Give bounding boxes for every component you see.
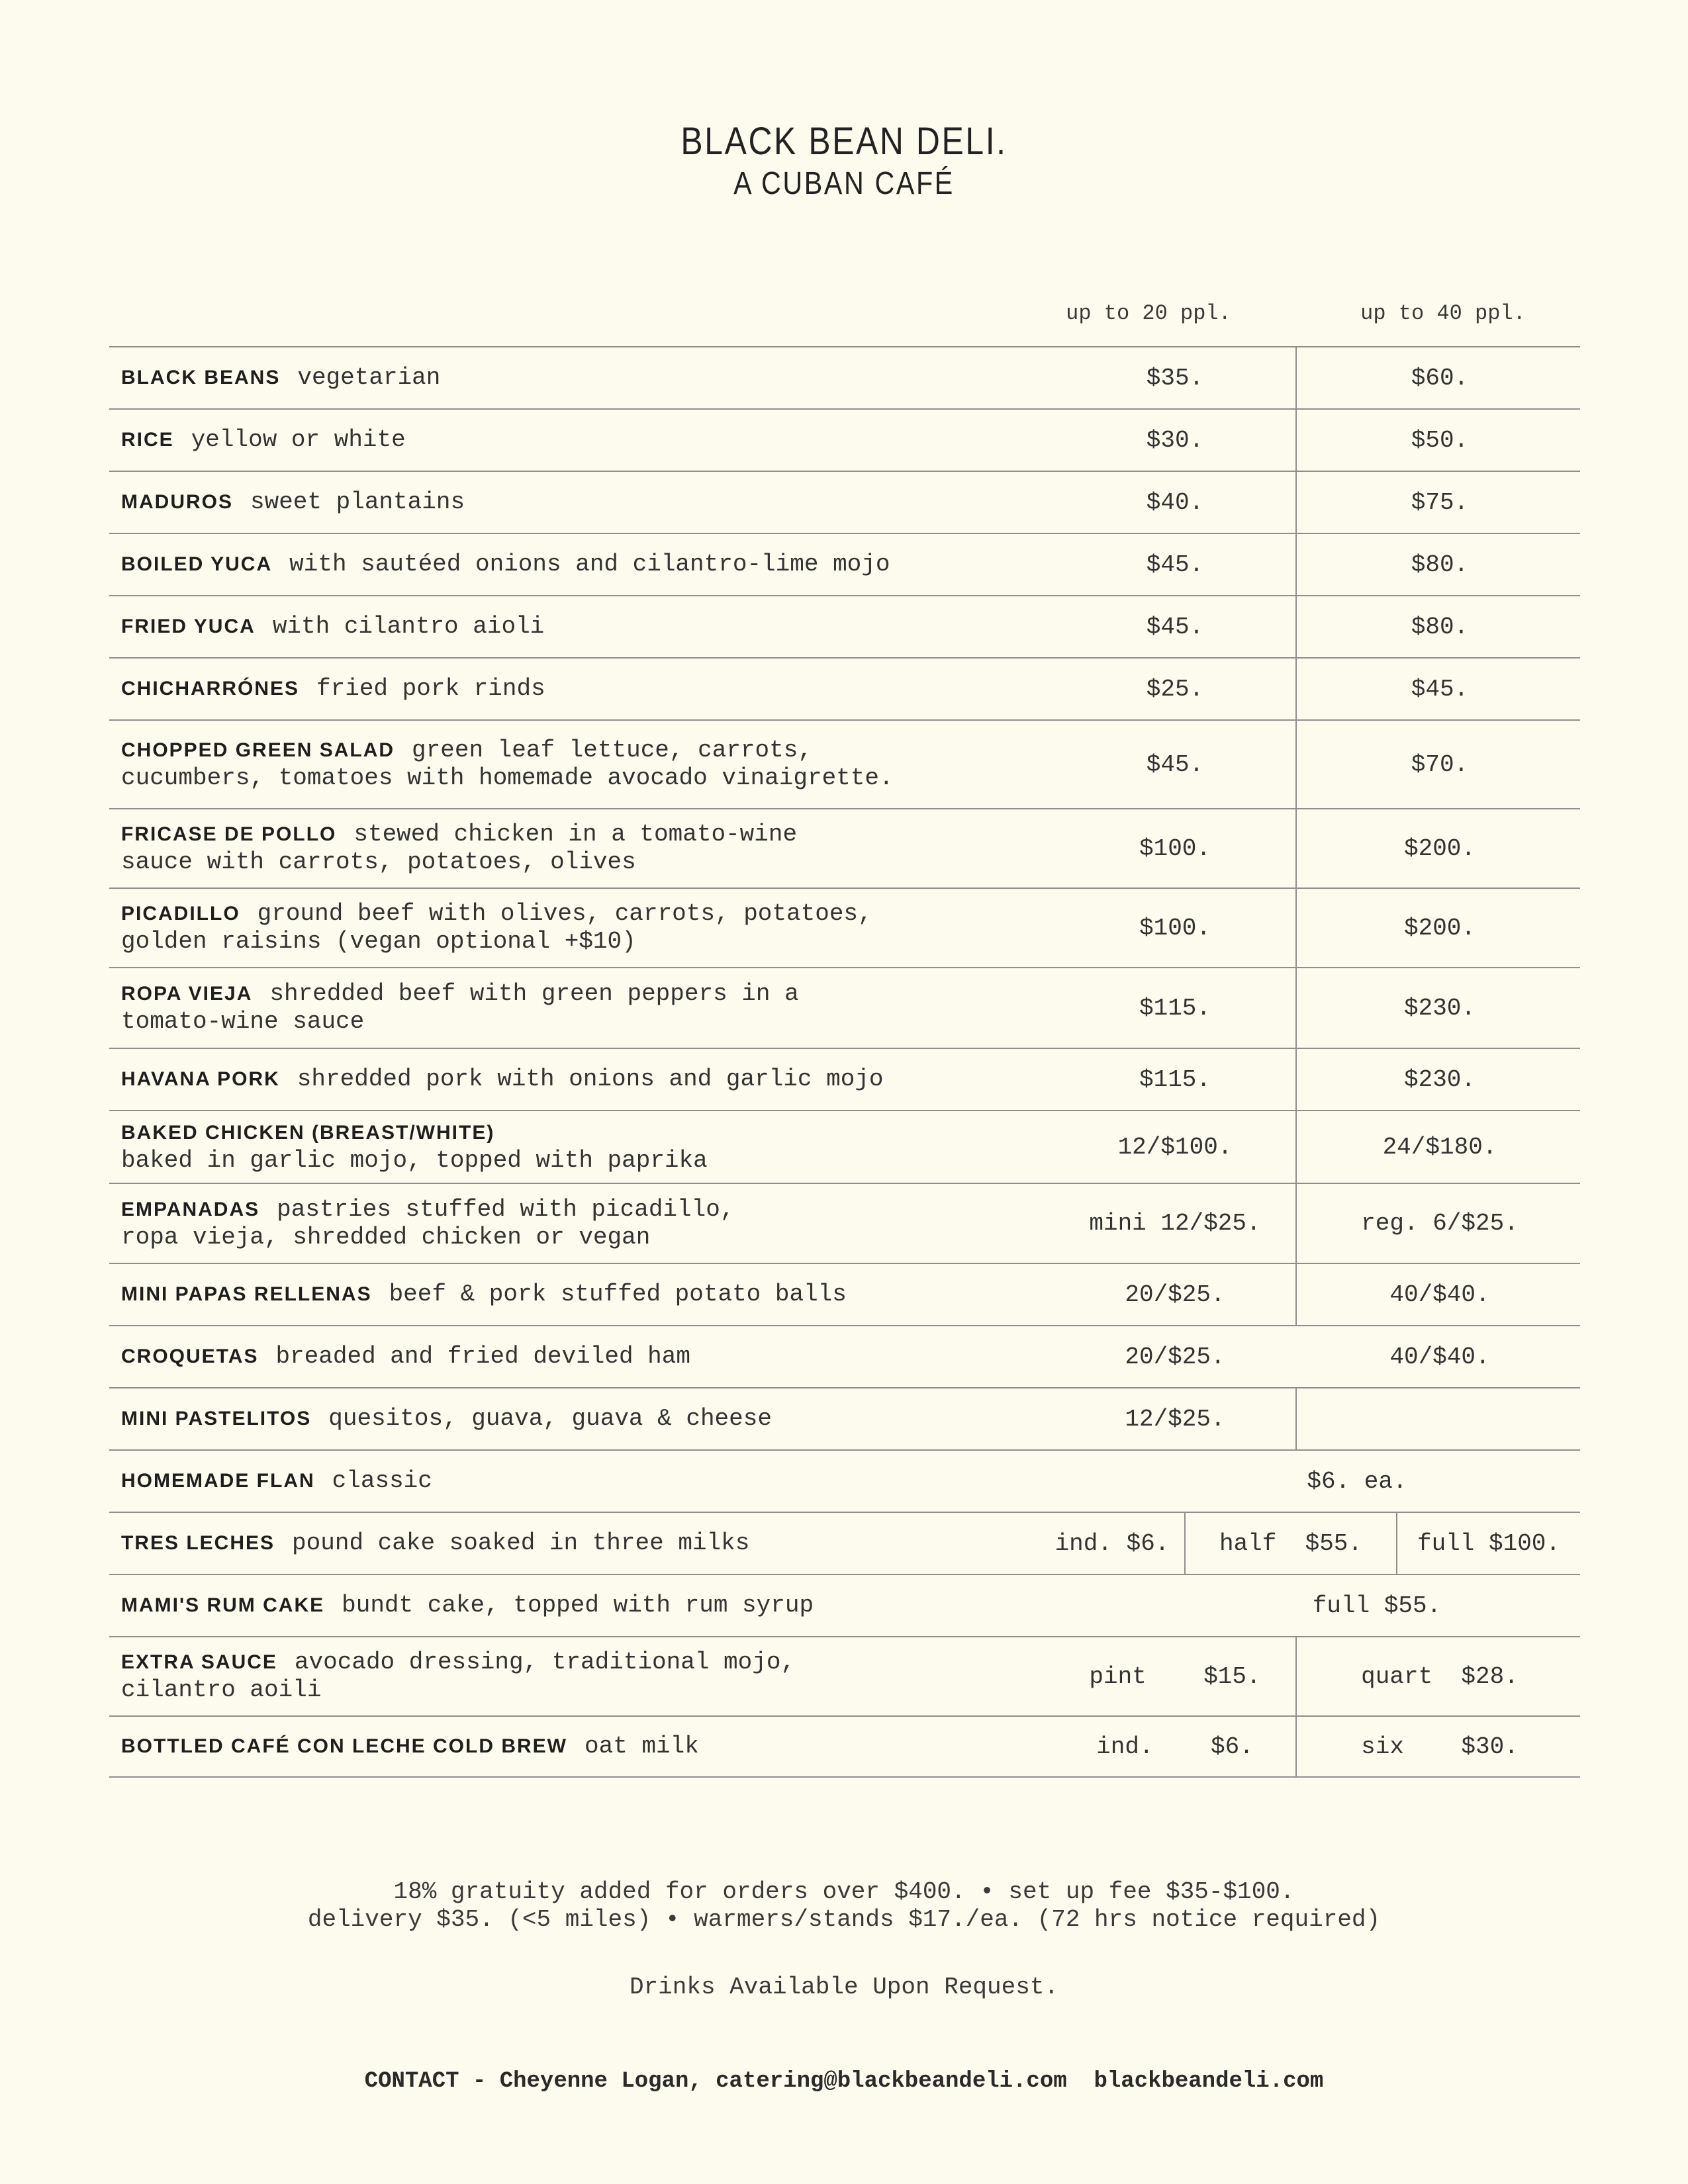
item-name: FRICASE DE POLLO <box>121 823 337 845</box>
item-desc: pastries stuffed with picadillo, <box>277 1195 735 1223</box>
menu-row <box>109 408 1580 471</box>
price-large <box>1321 1388 1559 1449</box>
item-desc: fried pork rinds <box>316 675 545 702</box>
menu-row <box>109 657 1580 719</box>
price-small: $25. <box>1146 675 1204 703</box>
price-large: $75. <box>1411 488 1469 516</box>
price-six: six $30. <box>1361 1733 1519 1760</box>
item-name: TRES LECHES <box>121 1532 275 1554</box>
menu-row <box>109 533 1580 595</box>
menu-row <box>109 1574 1580 1636</box>
item-name: HOMEMADE FLAN <box>121 1470 315 1492</box>
item-desc: breaded and fried deviled ham <box>275 1343 690 1370</box>
footer-contact: CONTACT - Cheyenne Logan, catering@blackbeandeli.com blackbeandeli.com <box>364 2069 1324 2094</box>
item-desc: sweet plantains <box>250 488 465 516</box>
item-desc: yellow or white <box>191 426 406 453</box>
price-small: $100. <box>1139 835 1211 862</box>
item-name: EMPANADAS <box>121 1198 260 1220</box>
price-small: $45. <box>1146 613 1204 641</box>
menu-row <box>109 1263 1580 1325</box>
menu-row <box>109 471 1580 533</box>
item-name: PICADILLO <box>121 903 240 925</box>
item-desc: stewed chicken in a tomato-wine <box>353 821 798 848</box>
price-large: $50. <box>1411 426 1469 454</box>
price-each: $6. ea. <box>1307 1467 1407 1495</box>
item-desc: pound cake soaked in three milks <box>292 1529 750 1557</box>
item-name: BLACK BEANS <box>121 367 281 388</box>
item-desc: vegetarian <box>297 364 441 391</box>
price-large: $200. <box>1403 914 1476 942</box>
column-header-small: up to 20 ppl. <box>1066 301 1231 326</box>
item-name: RICE <box>121 429 174 451</box>
price-large: 40/$40. <box>1389 1343 1490 1371</box>
price-large: $80. <box>1411 613 1469 641</box>
price-half: half $55. <box>1219 1529 1363 1557</box>
item-name: BOILED YUCA <box>121 553 273 575</box>
menu-row <box>109 346 1580 408</box>
menu-row <box>109 887 1580 967</box>
price-large: reg. 6/$25. <box>1361 1210 1519 1237</box>
price-small: $30. <box>1146 426 1204 454</box>
price-small: mini 12/$25. <box>1089 1210 1261 1237</box>
item-desc: with sautéed onions and cilantro-lime mojo <box>289 551 890 578</box>
item-desc: bundt cake, topped with rum syrup <box>342 1592 814 1619</box>
price-full: full $55. <box>1312 1592 1442 1619</box>
column-header-large: up to 40 ppl. <box>1360 301 1526 326</box>
price-small: 20/$25. <box>1125 1343 1225 1371</box>
item-desc: ground beef with olives, carrots, potatoes, <box>257 900 872 927</box>
item-desc-line2: baked in garlic mojo, topped with paprika <box>121 1147 708 1174</box>
price-small: $115. <box>1139 1066 1211 1093</box>
price-small: 12/$25. <box>1125 1405 1225 1433</box>
item-desc: classic <box>332 1467 432 1494</box>
menu-row <box>109 808 1580 887</box>
price-quart: quart $28. <box>1361 1662 1519 1690</box>
item-name: CROQUETAS <box>121 1345 259 1367</box>
price-small: 12/$100. <box>1117 1133 1233 1161</box>
item-desc-line2: golden raisins (vegan optional +$10) <box>121 928 636 955</box>
item-name: BOTTLED CAFÉ CON LECHE COLD BREW <box>121 1735 567 1757</box>
price-individual: ind. $6. <box>1096 1733 1254 1760</box>
price-large: $80. <box>1411 551 1469 578</box>
item-desc: avocado dressing, traditional mojo, <box>294 1649 796 1676</box>
menu-row <box>109 1387 1580 1449</box>
footer-delivery-line: delivery $35. (<5 miles) • warmers/stands $17./ea. (72 hrs notice required) <box>307 1906 1381 1933</box>
price-large: 40/$40. <box>1389 1281 1490 1308</box>
price-large: $60. <box>1411 364 1469 392</box>
price-small: $35. <box>1146 364 1204 392</box>
item-desc-line2: ropa vieja, shredded chicken or vegan <box>121 1223 651 1251</box>
price-large: $70. <box>1411 751 1469 778</box>
item-name: BAKED CHICKEN (BREAST/WHITE) <box>121 1122 495 1144</box>
item-desc: quesitos, guava, guava & cheese <box>328 1405 772 1432</box>
item-desc: beef & pork stuffed potato balls <box>389 1281 847 1308</box>
price-large: $230. <box>1403 1066 1476 1093</box>
price-small: $45. <box>1146 551 1204 578</box>
item-name: HAVANA PORK <box>121 1068 280 1090</box>
price-small: $40. <box>1146 488 1204 516</box>
price-full: full $100. <box>1417 1529 1561 1557</box>
item-desc-line2: cilantro aoili <box>121 1676 322 1704</box>
item-name: MAMI'S RUM CAKE <box>121 1594 325 1616</box>
menu-row <box>109 1636 1580 1715</box>
item-name: CHOPPED GREEN SALAD <box>121 739 395 761</box>
menu-row <box>109 1183 1580 1263</box>
footer-drinks-note: Drinks Available Upon Request. <box>629 1974 1059 2001</box>
item-name: MINI PASTELITOS <box>121 1408 312 1430</box>
catering-menu-table <box>109 346 1580 1778</box>
price-large: $45. <box>1411 675 1469 703</box>
menu-row <box>109 1512 1580 1574</box>
price-large: $200. <box>1403 835 1476 862</box>
item-name: ROPA VIEJA <box>121 983 253 1005</box>
footer-fees-line: 18% gratuity added for orders over $400. • set up fee $35-$100. <box>393 1878 1295 1905</box>
menu-row <box>109 1048 1580 1110</box>
item-name: MADUROS <box>121 491 233 513</box>
price-small: $100. <box>1139 914 1211 942</box>
price-small: $45. <box>1146 751 1204 778</box>
price-large: 24/$180. <box>1382 1133 1497 1161</box>
brand-title: BLACK BEAN DELI. <box>680 120 1008 163</box>
item-desc: with cilantro aioli <box>272 613 545 640</box>
menu-row <box>109 1715 1580 1778</box>
item-name: FRIED YUCA <box>121 615 256 637</box>
item-desc-line2: tomato-wine sauce <box>121 1008 365 1035</box>
menu-row <box>109 967 1580 1048</box>
item-desc: shredded beef with green peppers in a <box>269 980 799 1007</box>
menu-row <box>109 719 1580 808</box>
menu-row <box>109 1449 1580 1512</box>
item-name: EXTRA SAUCE <box>121 1651 277 1673</box>
item-name: MINI PAPAS RELLENAS <box>121 1283 372 1305</box>
item-desc: shredded pork with onions and garlic mojo <box>297 1066 884 1093</box>
menu-row <box>109 1325 1580 1387</box>
item-name: CHICHARRÓNES <box>121 678 300 700</box>
menu-row <box>109 595 1580 657</box>
item-desc: green leaf lettuce, carrots, <box>412 737 812 764</box>
menu-row <box>109 1110 1580 1183</box>
brand-subtitle: A CUBAN CAFÉ <box>733 166 955 201</box>
price-pint: pint $15. <box>1089 1662 1261 1690</box>
item-desc-line2: cucumbers, tomatoes with homemade avocado vinaigrette. <box>121 764 894 792</box>
price-small: $115. <box>1139 994 1211 1022</box>
price-individual: ind. $6. <box>1055 1529 1170 1557</box>
price-small: 20/$25. <box>1125 1281 1225 1308</box>
price-large: $230. <box>1403 994 1476 1022</box>
item-desc: oat milk <box>584 1733 699 1760</box>
item-desc-line2: sauce with carrots, potatoes, olives <box>121 848 636 876</box>
